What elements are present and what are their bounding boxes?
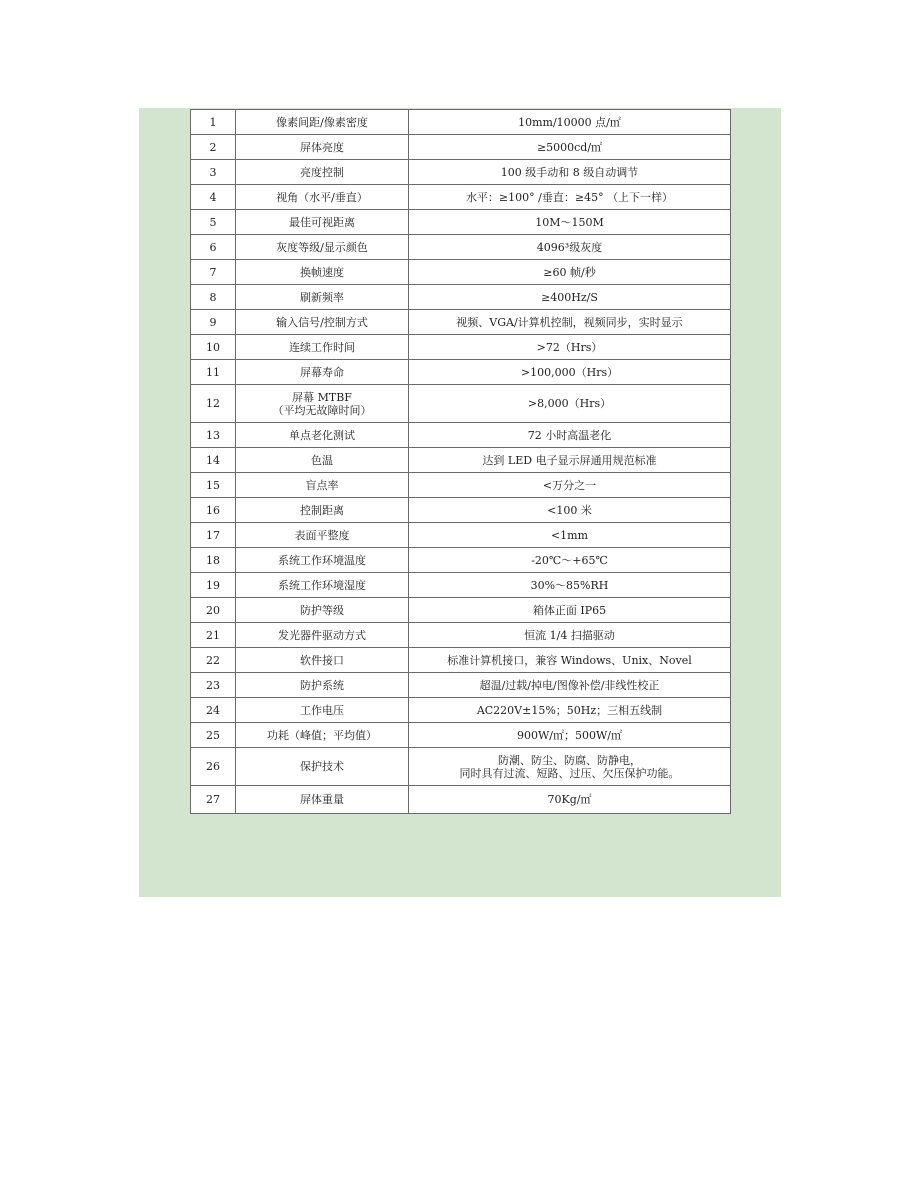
row-number: 19	[191, 573, 236, 598]
spec-value: 达到 LED 电子显示屏通用规范标准	[409, 448, 731, 473]
row-number: 11	[191, 360, 236, 385]
row-number: 16	[191, 498, 236, 523]
table-row	[191, 335, 731, 360]
spec-item: 屏幕 MTBF （平均无故障时间）	[236, 385, 409, 423]
spec-item: 亮度控制	[236, 160, 409, 185]
row-number: 3	[191, 160, 236, 185]
spec-value: 超温/过载/掉电/图像补偿/非线性校正	[409, 673, 731, 698]
table-row	[191, 423, 731, 448]
table-row	[191, 598, 731, 623]
table-row	[191, 648, 731, 673]
table-row	[191, 185, 731, 210]
spec-item: 输入信号/控制方式	[236, 310, 409, 335]
table-row	[191, 573, 731, 598]
table-row	[191, 135, 731, 160]
table-row	[191, 260, 731, 285]
spec-value: 10mm/10000 点/㎡	[409, 110, 731, 135]
table-row	[191, 285, 731, 310]
table-row	[191, 498, 731, 523]
spec-value: ≥5000cd/㎡	[409, 135, 731, 160]
spec-item: 屏体亮度	[236, 135, 409, 160]
row-number: 20	[191, 598, 236, 623]
spec-item: 换帧速度	[236, 260, 409, 285]
table-row	[191, 210, 731, 235]
spec-value: >100,000（Hrs）	[409, 360, 731, 385]
table-row	[191, 360, 731, 385]
table-row	[191, 673, 731, 698]
spec-value: 水平：≥100° /垂直：≥45° （上下一样）	[409, 185, 731, 210]
spec-value: 防潮、防尘、防腐、防静电， 同时具有过流、短路、过压、欠压保护功能。	[409, 748, 731, 786]
table-row	[191, 748, 731, 786]
spec-value: 900W/㎡；500W/㎡	[409, 723, 731, 748]
spec-value: <100 米	[409, 498, 731, 523]
spec-table-body	[191, 110, 731, 814]
spec-item: 防护等级	[236, 598, 409, 623]
row-number: 15	[191, 473, 236, 498]
row-number: 18	[191, 548, 236, 573]
spec-value: <万分之一	[409, 473, 731, 498]
spec-item: 保护技术	[236, 748, 409, 786]
row-number: 7	[191, 260, 236, 285]
row-number: 27	[191, 786, 236, 814]
spec-item: 系统工作环境湿度	[236, 573, 409, 598]
table-row	[191, 548, 731, 573]
row-number: 8	[191, 285, 236, 310]
spec-value: 72 小时高温老化	[409, 423, 731, 448]
spec-table	[190, 109, 731, 814]
table-row	[191, 310, 731, 335]
spec-value: 100 级手动和 8 级自动调节	[409, 160, 731, 185]
row-number: 22	[191, 648, 236, 673]
row-number: 2	[191, 135, 236, 160]
row-number: 1	[191, 110, 236, 135]
spec-value: ≥400Hz/S	[409, 285, 731, 310]
spec-value: 标准计算机接口，兼容 Windows、Unix、Novel	[409, 648, 731, 673]
spec-value: >72（Hrs）	[409, 335, 731, 360]
table-row	[191, 723, 731, 748]
spec-value: 箱体正面 IP65	[409, 598, 731, 623]
spec-item: 屏幕寿命	[236, 360, 409, 385]
row-number: 23	[191, 673, 236, 698]
spec-item: 发光器件驱动方式	[236, 623, 409, 648]
spec-item: 视角（水平/垂直）	[236, 185, 409, 210]
spec-item: 表面平整度	[236, 523, 409, 548]
spec-item: 系统工作环境温度	[236, 548, 409, 573]
row-number: 25	[191, 723, 236, 748]
table-row	[191, 698, 731, 723]
spec-item: 功耗（峰值；平均值）	[236, 723, 409, 748]
row-number: 12	[191, 385, 236, 423]
spec-item: 最佳可视距离	[236, 210, 409, 235]
spec-item: 色温	[236, 448, 409, 473]
spec-item: 工作电压	[236, 698, 409, 723]
spec-item: 刷新频率	[236, 285, 409, 310]
spec-item: 防护系统	[236, 673, 409, 698]
spec-value: 视频、VGA/计算机控制，视频同步，实时显示	[409, 310, 731, 335]
spec-item: 灰度等级/显示颜色	[236, 235, 409, 260]
table-row	[191, 110, 731, 135]
spec-value: 恒流 1/4 扫描驱动	[409, 623, 731, 648]
spec-value: 30%～85%RH	[409, 573, 731, 598]
spec-item: 控制距离	[236, 498, 409, 523]
spec-item: 单点老化测试	[236, 423, 409, 448]
spec-value: <1mm	[409, 523, 731, 548]
spec-value: 4096³级灰度	[409, 235, 731, 260]
table-row	[191, 786, 731, 814]
row-number: 14	[191, 448, 236, 473]
row-number: 5	[191, 210, 236, 235]
spec-value: ≥60 帧/秒	[409, 260, 731, 285]
table-row	[191, 523, 731, 548]
table-row	[191, 623, 731, 648]
table-row	[191, 385, 731, 423]
row-number: 13	[191, 423, 236, 448]
spec-item: 连续工作时间	[236, 335, 409, 360]
spec-value: 70Kg/㎡	[409, 786, 731, 814]
spec-value: AC220V±15%；50Hz；三相五线制	[409, 698, 731, 723]
spec-item: 盲点率	[236, 473, 409, 498]
spec-item: 软件接口	[236, 648, 409, 673]
spec-item: 像素间距/像素密度	[236, 110, 409, 135]
spec-item: 屏体重量	[236, 786, 409, 814]
row-number: 10	[191, 335, 236, 360]
spec-value: -20℃～+65℃	[409, 548, 731, 573]
row-number: 24	[191, 698, 236, 723]
table-row	[191, 448, 731, 473]
row-number: 26	[191, 748, 236, 786]
table-row	[191, 235, 731, 260]
table-row	[191, 160, 731, 185]
row-number: 9	[191, 310, 236, 335]
row-number: 17	[191, 523, 236, 548]
row-number: 4	[191, 185, 236, 210]
table-row	[191, 473, 731, 498]
row-number: 6	[191, 235, 236, 260]
spec-value: 10M～150M	[409, 210, 731, 235]
spec-value: >8,000（Hrs）	[409, 385, 731, 423]
row-number: 21	[191, 623, 236, 648]
